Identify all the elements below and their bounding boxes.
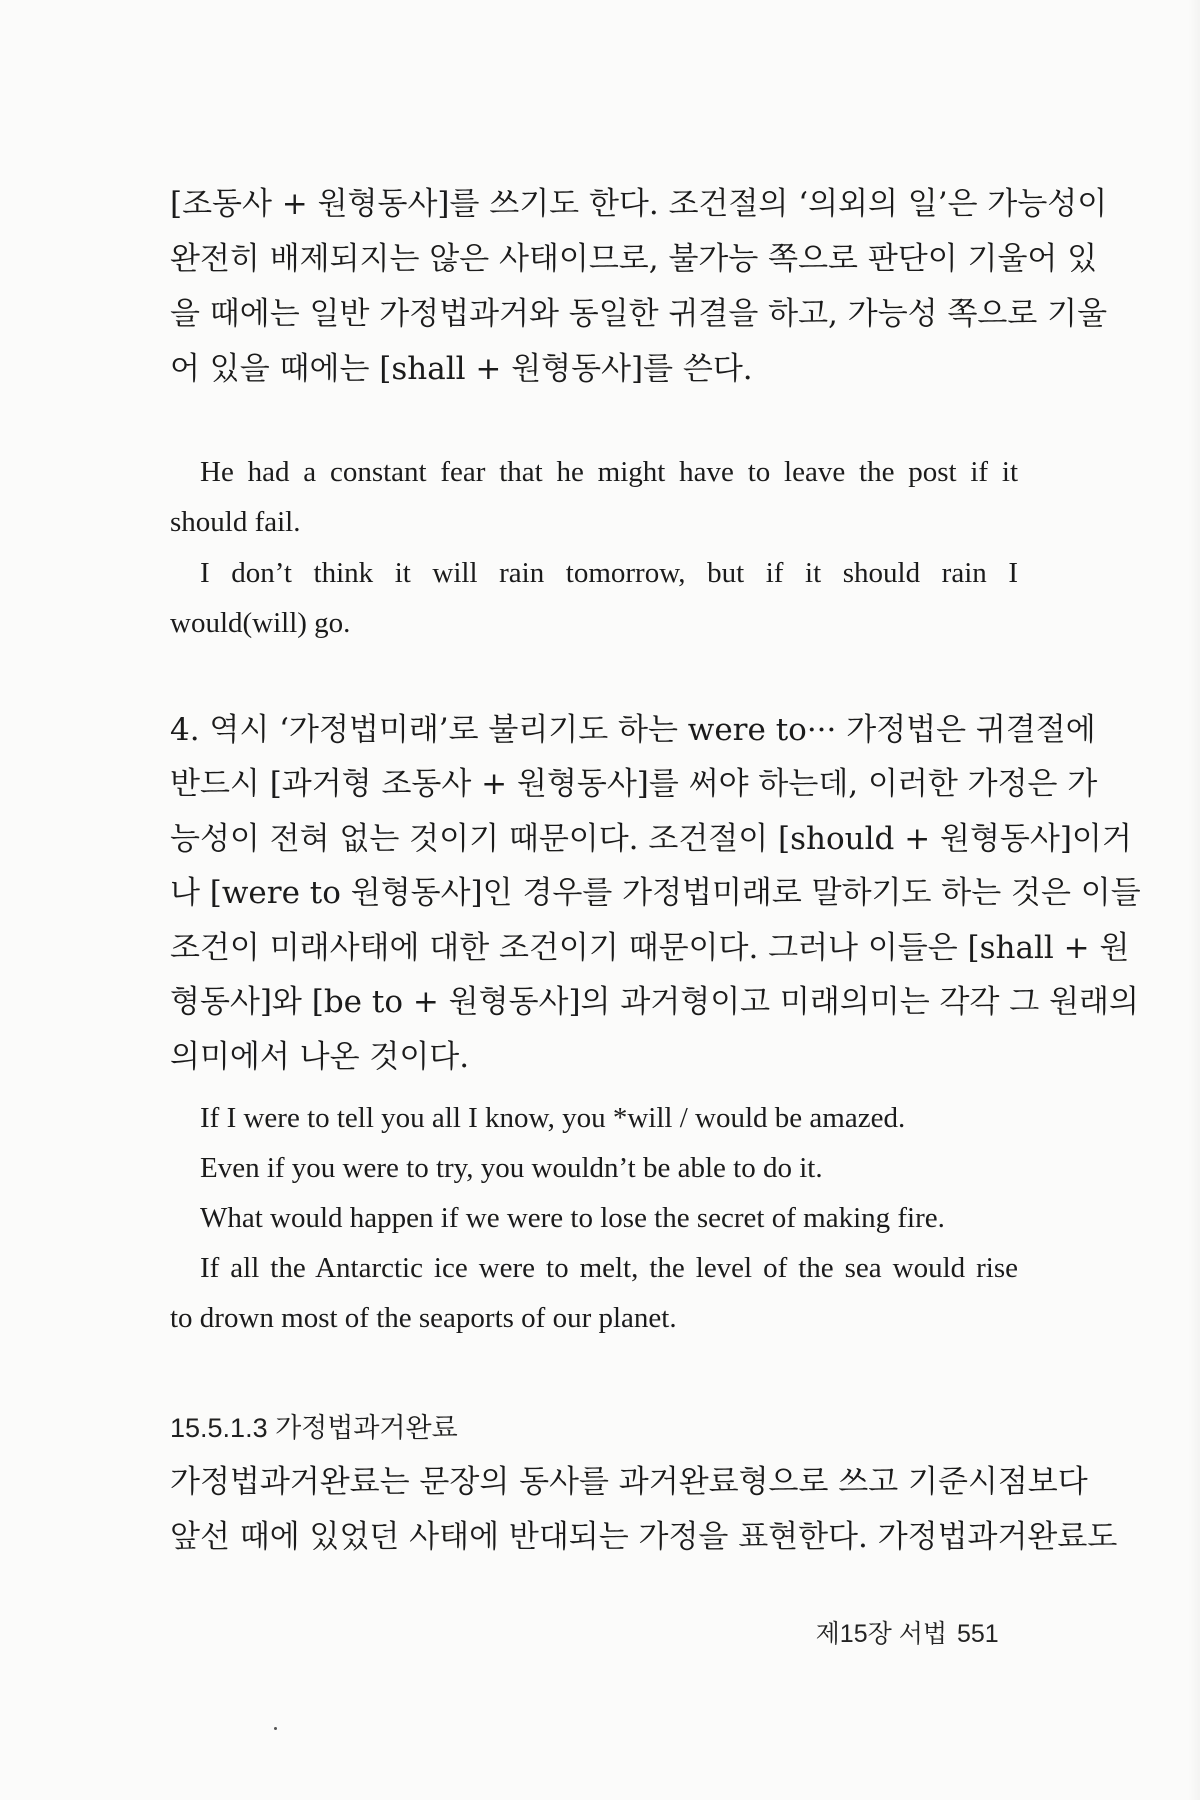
paragraph-line: 4. 역시 ‘가정법미래’로 불리기도 하는 were to··· 가정법은 귀결절에 [170,712,1096,748]
example-line: should fail. [170,506,301,538]
example-line: Even if you were to try, you wouldn’t be able to do it. [200,1152,823,1184]
example-line: to drown most of the seaports of our planet. [170,1302,677,1334]
paragraph-line: 어 있을 때에는 [shall + 원형동사]를 쓴다. [170,351,753,387]
paragraph-line: 앞선 때에 있었던 사태에 반대되는 가정을 표현한다. 가정법과거완료도 [170,1519,1118,1555]
paragraph-line: 반드시 [과거형 조동사 + 원형동사]를 써야 하는데, 이러한 가정은 가 [170,766,1098,802]
example-line: If I were to tell you all I know, you *will / would be amazed. [200,1102,906,1134]
page-number: 551 [957,1620,999,1648]
paragraph-line: [조동사 + 원형동사]를 쓰기도 한다. 조건절의 ‘의외의 일’은 가능성이 [170,186,1108,222]
example-line: If all the Antarctic ice were to melt, the level of the sea would rise [200,1252,1018,1284]
paragraph-line: 을 때에는 일반 가정법과거와 동일한 귀결을 하고, 가능성 쪽으로 기울 [170,296,1108,332]
page-footer [775,1617,1018,1651]
example-line: I don’t think it will rain tomorrow, but if it should rain I [200,557,1018,589]
paragraph-line: 능성이 전혀 없는 것이기 때문이다. 조건절이 [should + 원형동사]이거 [170,821,1132,857]
paragraph-line: 의미에서 나온 것이다. [170,1039,470,1075]
chapter-title: 제15장 서법 [815,1620,947,1648]
example-line: would(will) go. [170,607,351,639]
example-line: He had a constant fear that he might have to leave the post if it [200,456,1018,488]
paragraph-line: 조건이 미래사태에 대한 조건이기 때문이다. 그러나 이들은 [shall + 원 [170,930,1130,966]
page-edge-shadow [1188,0,1200,1800]
paragraph-line: 형동사]와 [be to + 원형동사]의 과거형이고 미래의미는 각각 그 원래의 [170,984,1139,1020]
example-line: What would happen if we were to lose the secret of making fire. [200,1202,945,1234]
paragraph-line: 완전히 배제되지는 않은 사태이므로, 불가능 쪽으로 판단이 기울어 있 [170,241,1098,277]
paragraph-line: 가정법과거완료는 문장의 동사를 과거완료형으로 쓰고 기준시점보다 [170,1464,1088,1500]
scan-speck [274,1727,277,1730]
paragraph-line: 나 [were to 원형동사]인 경우를 가정법미래로 말하기도 하는 것은 이들 [170,875,1141,911]
section-heading: 15.5.1.3 가정법과거완료 [170,1413,458,1443]
